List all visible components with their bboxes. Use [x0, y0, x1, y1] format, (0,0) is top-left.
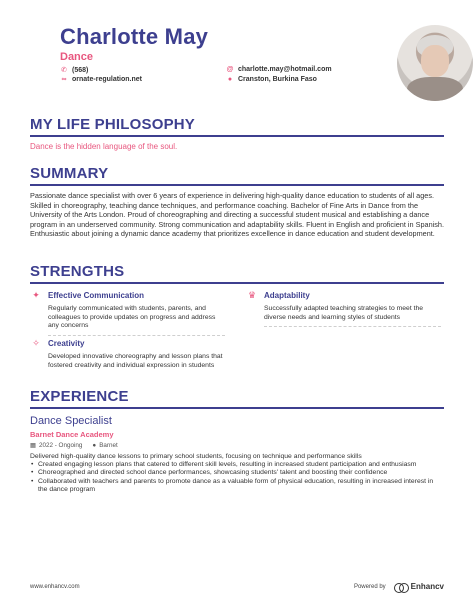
job-bullets — [30, 461, 444, 495]
job-meta — [30, 442, 444, 449]
strength-desc: Developed innovative choreography and lesson plans that fostered creativity and individual expression in students — [48, 353, 223, 369]
summary-text: Passionate dance specialist with over 6 years of experience in delivering high-quality dance education to students of all ages. Skilled in choreography, teaching dance techniques, and performance coaching. Bachelor of Fine Arts in Dance from the University of the Arts London. Proud of choreographing and directing a successful student musical and establishing a dance program in an underserved community. Strong communication and adaptability skills. Fluent in English and proficient in Spanish. Enthusiastic about joining a dynamic dance academy that prioritizes excellence in dance education and student development. — [30, 191, 444, 239]
magic-wand-icon: ✧ — [32, 338, 40, 348]
job-entry — [30, 415, 444, 495]
section-divider — [30, 282, 444, 284]
job-description: Delivered high-quality dance lessons to primary school students, focusing on technique and performance skills — [30, 453, 362, 460]
strength-divider — [48, 335, 225, 336]
experience-section — [30, 388, 444, 495]
enhancv-logo-icon — [394, 583, 408, 591]
footer-url[interactable]: www.enhancv.com — [30, 583, 80, 590]
link-icon: ∞ — [61, 76, 67, 83]
strengths-grid — [30, 290, 444, 400]
summary-title: SUMMARY — [30, 165, 109, 182]
philosophy-title: MY LIFE PHILOSOPHY — [30, 116, 196, 133]
at-icon: @ — [226, 66, 234, 73]
calendar-icon: ▦ — [30, 442, 36, 449]
location-text: Cranston, Burkina Faso — [238, 76, 317, 83]
brand-name: Enhancv — [410, 582, 444, 591]
trophy-icon: ♛ — [247, 290, 257, 300]
experience-title: EXPERIENCE — [30, 388, 129, 405]
strength-title: Creativity — [48, 339, 85, 348]
contact-location — [226, 76, 317, 83]
enhancv-logo[interactable] — [394, 582, 444, 591]
strength-title: Effective Communication — [48, 291, 145, 300]
strength-desc: Successfully adapted teaching strategies to meet the diverse needs and learning styles of students — [264, 305, 424, 321]
strength-title: Adaptability — [264, 291, 310, 300]
phone-text: (568) — [72, 66, 89, 74]
section-divider — [30, 135, 444, 137]
contact-email[interactable] — [226, 66, 332, 73]
phone-icon: ✆ — [61, 67, 67, 74]
strength-divider — [264, 326, 441, 327]
strength-item — [246, 290, 441, 327]
list-item: • Collaborated with teachers and parents to promote dance as a valuable form of physical education, resulting in increased interest in the dance program — [30, 478, 444, 495]
resume-header — [30, 0, 444, 108]
strength-desc: Regularly communicated with students, parents, and colleagues to provide updates on progress and address any concerns — [48, 305, 216, 330]
job-company: Barnet Dance Academy — [30, 430, 114, 439]
summary-section — [30, 165, 444, 239]
list-item: • Created engaging lesson plans that catered to different skill levels, resulting in increased student participation and enthusiasm — [30, 461, 444, 469]
strengths-title: STRENGTHS — [30, 263, 125, 280]
job-dates — [30, 442, 82, 449]
website-text[interactable]: ornate-regulation.net — [72, 76, 143, 83]
philosophy-text: Dance is the hidden language of the soul. — [30, 142, 178, 151]
location-pin-icon: ● — [227, 76, 233, 83]
lightbulb-icon: ✦ — [32, 290, 40, 300]
job-dates-text: 2022 - Ongoing — [38, 442, 83, 449]
job-location — [92, 442, 117, 449]
list-item: • Choreographed and directed school dance performances, showcasing students' talent and boosting their confidence — [30, 469, 444, 477]
powered-by-text: Powered by — [353, 583, 386, 590]
job-title: Dance Specialist — [30, 415, 112, 427]
strength-item — [30, 338, 225, 370]
page-footer — [30, 582, 444, 591]
candidate-role: Dance — [60, 51, 94, 63]
profile-photo — [397, 25, 473, 101]
footer-branding — [354, 582, 444, 591]
section-divider — [30, 407, 444, 409]
candidate-name: Charlotte May — [60, 24, 209, 49]
philosophy-section — [30, 116, 444, 151]
email-text[interactable]: charlotte.may@hotmail.com — [238, 66, 332, 73]
contact-phone — [60, 66, 88, 74]
contact-website[interactable] — [60, 76, 142, 83]
strengths-section — [30, 263, 444, 400]
location-pin-icon: ● — [92, 442, 97, 449]
section-divider — [30, 184, 444, 186]
strength-item — [30, 290, 225, 336]
job-location-text: Barnet — [99, 442, 118, 449]
